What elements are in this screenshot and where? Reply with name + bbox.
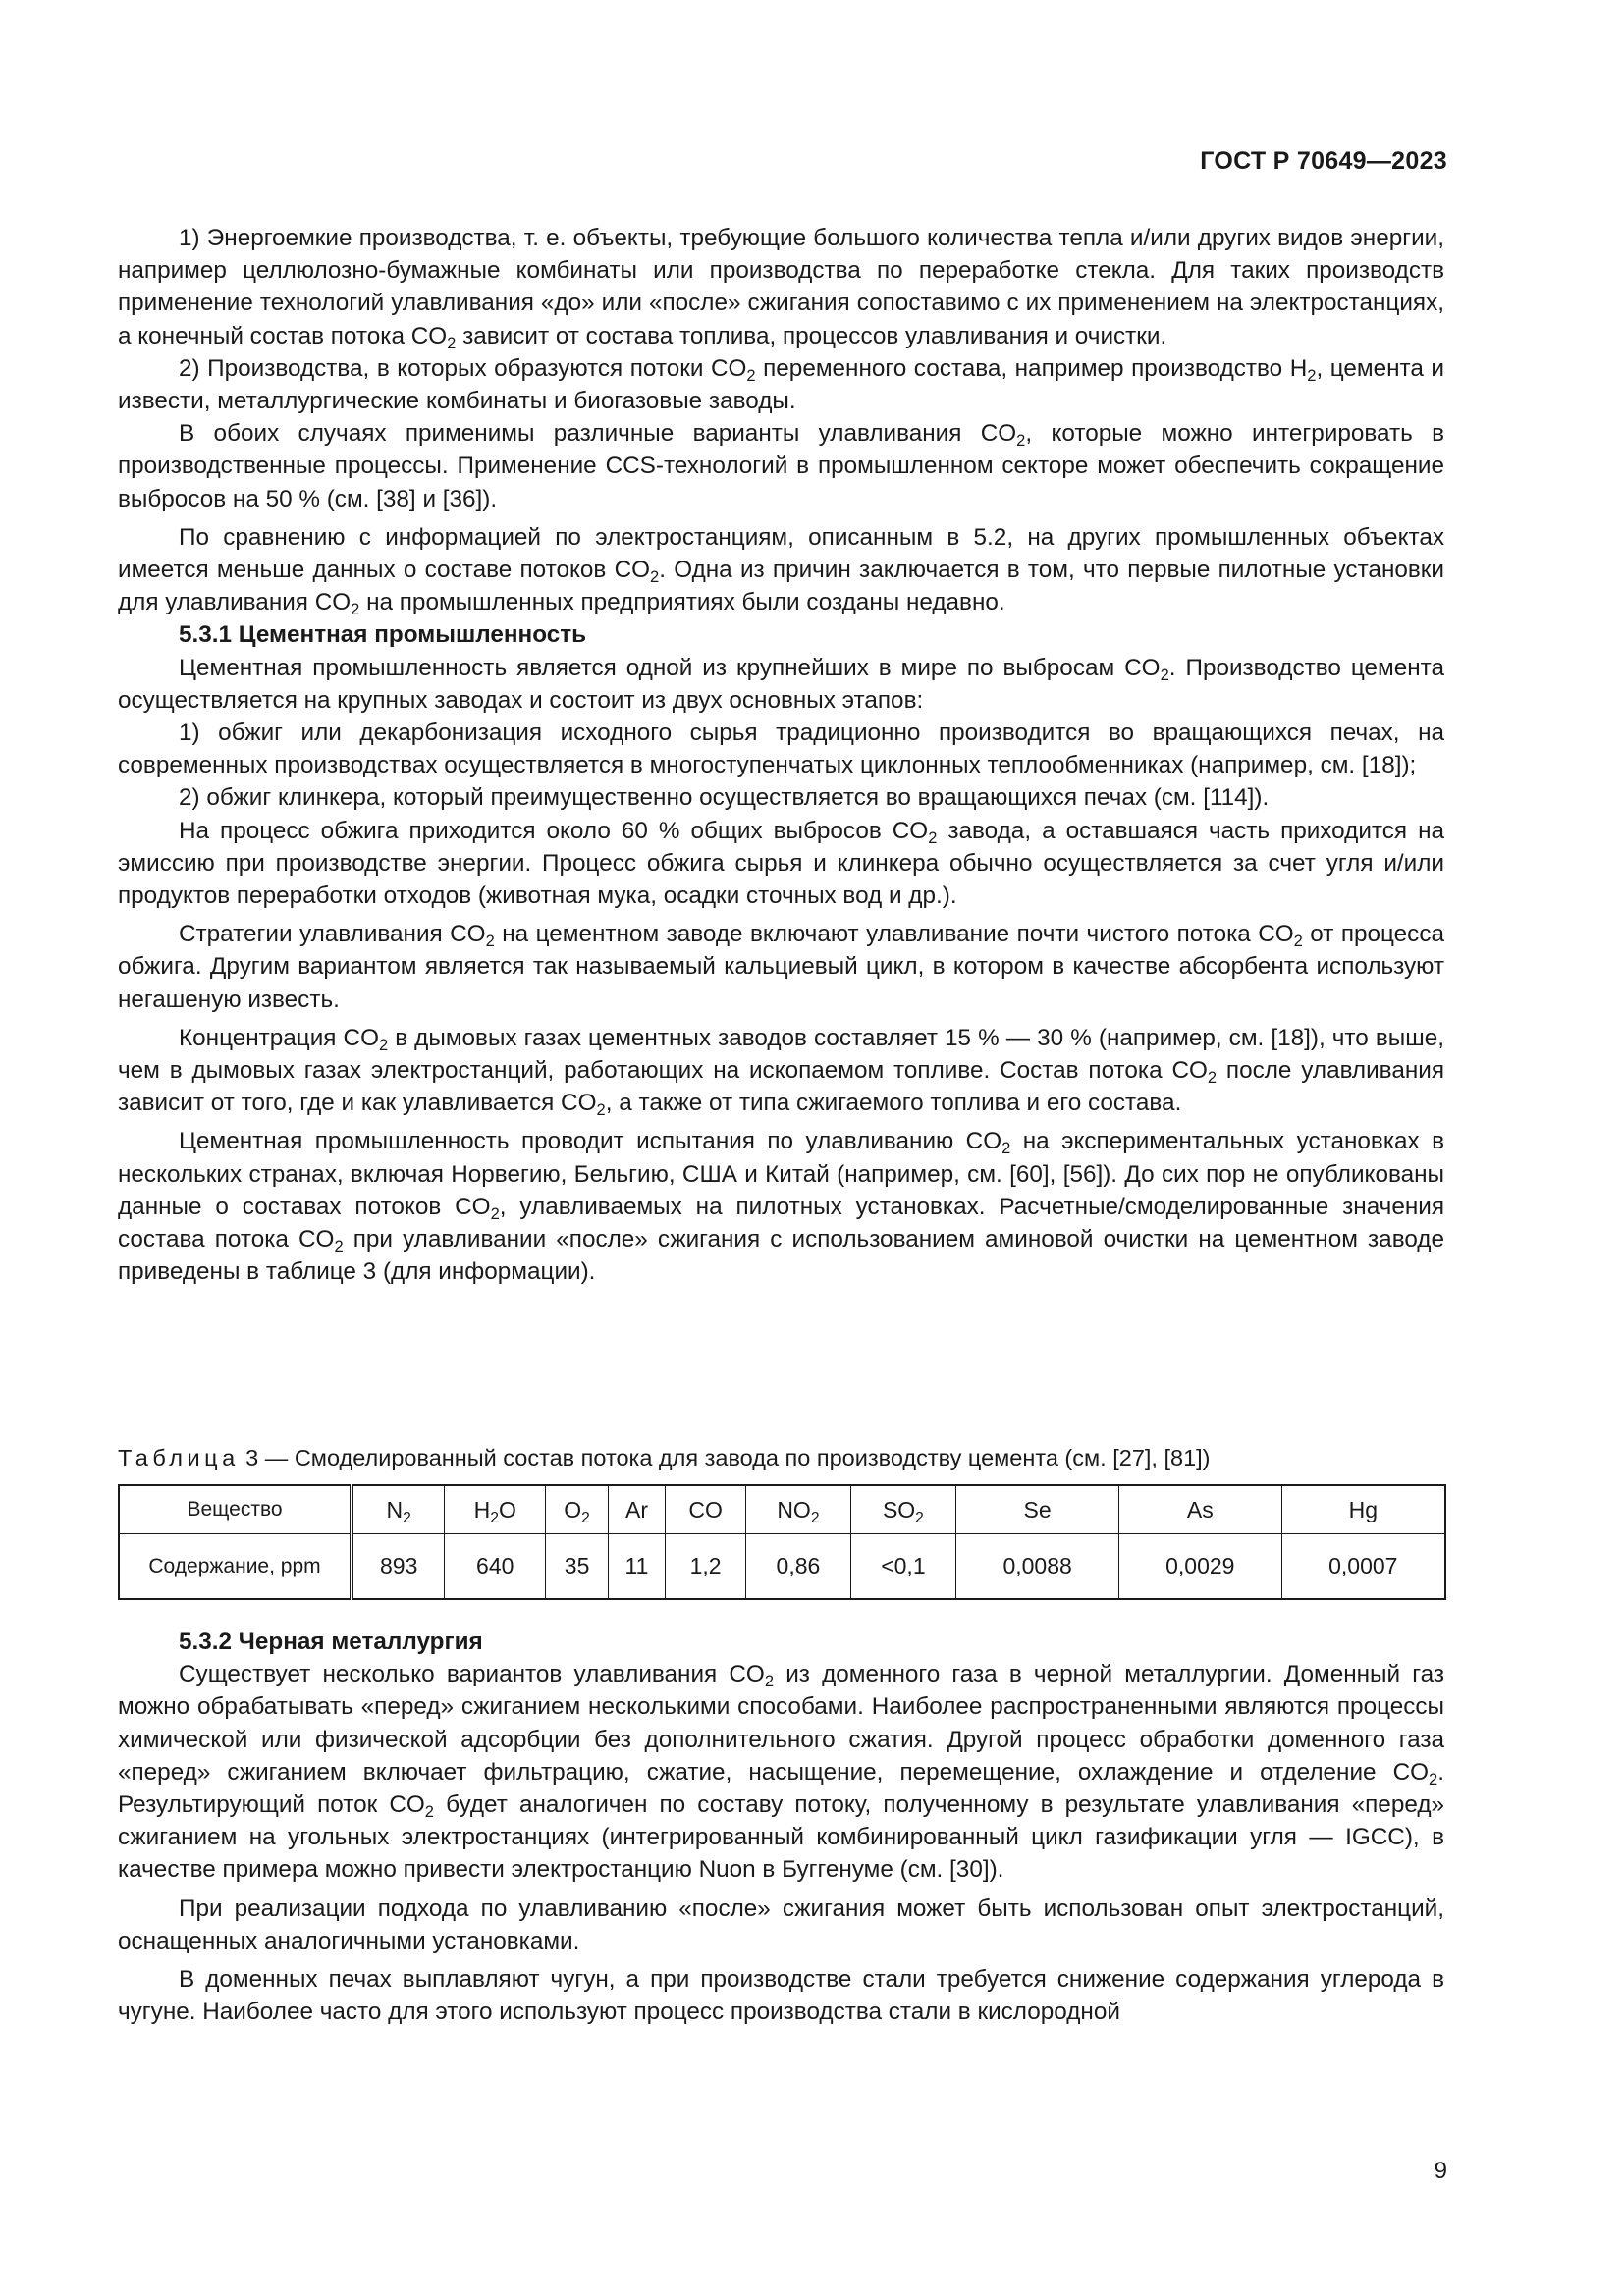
table-cell: 1,2 bbox=[665, 1534, 745, 1600]
table-cell: <0,1 bbox=[850, 1534, 956, 1600]
table-cell: 893 bbox=[352, 1534, 445, 1600]
table-cell: 11 bbox=[609, 1534, 666, 1600]
header-cell: $N_2$ bbox=[352, 1485, 445, 1534]
paragraph: Цементная промышленность является одной из крупнейших в мире по выбросам $CO_2$. Производство цемента осуществляется на крупных заводах и состоит из двух основных этапов: bbox=[118, 654, 1444, 714]
table-cell: 0,0088 bbox=[956, 1534, 1119, 1600]
list-item: 1) обжиг или декарбонизация исходного сырья традиционно производится во вращающихся печах, на современных производствах осуществляется в многоступенчатых циклонных теплообменниках (например, см. [18]); bbox=[118, 720, 1444, 779]
paragraph: Существует несколько вариантов улавливания $CO_2$ из доменного газа в черной металлургии. Доменный газ можно обрабатывать «перед» сжиганием несколькими способами. Наиболее распространенными являются процессы химической или физической адсорбции без дополнительного сжатия. Другой процесс обработки доменного газа «перед» сжиганием включает фильтрацию, сжатие, насыщение, перемещение, охлаждение и отделение $CO_2$. Результирующий поток $CO_2$ будет аналогичен по составу потоку, полученному в результате улавливания «перед» сжиганием на угольных электростанциях (интегрированный комбинированный цикл газификации угля — IGCC), в качестве примера можно привести электростанцию Nuon в Буггенуме (см. [30]). bbox=[118, 1661, 1445, 1884]
header-cell: Hg bbox=[1281, 1485, 1445, 1534]
paragraph: Концентрация $CO_2$ в дымовых газах цементных заводов составляет 15 % — 30 % (например, см. [18]), что выше, чем в дымовых газах электростанций, работающих на ископаемом топливе. Состав потока $CO_2$ после улавливания зависит от того, где и как улавливается $CO_2$, а также от типа сжигаемого топлива и его состава. bbox=[118, 1024, 1444, 1120]
section-heading-5-3-2: 5.3.2 Черная металлургия bbox=[179, 1629, 483, 1655]
table-caption-label: Таблица bbox=[118, 1445, 240, 1470]
table-header-row bbox=[119, 1485, 1445, 1534]
header-cell: $H_2O$ bbox=[445, 1485, 546, 1534]
paragraph: В обоих случаях применимы различные варианты улавливания $CO_2$, которые можно интегрировать в производственные процессы. Применение CCS-технологий в промышленном секторе может обеспечить сокращение выбросов на 50 % (см. [38] и [36]). bbox=[118, 420, 1444, 512]
table-caption-text: 3 — Смоделированный состав потока для завода по производству цемента (см. [27], [81]) bbox=[239, 1445, 1211, 1470]
paragraph: Цементная промышленность проводит испытания по улавливанию $CO_2$ на экспериментальных установках в нескольких странах, включая Норвегию, Бельгию, США и Китай (например, см. [60], [56]). До сих пор не опубликованы данные о составах потоков $CO_2$, улавливаемых на пилотных установках. Расчетные/смоделированные значения состава потока $CO_2$ при улавливании «после» сжигания с использованием аминовой очистки на цементном заводе приведены в таблице 3 (для информации). bbox=[118, 1128, 1444, 1286]
composition-table bbox=[118, 1484, 1446, 1600]
paragraph: На процесс обжига приходится около 60 % общих выбросов $CO_2$ завода, а оставшаяся часть приходится на эмиссию при производстве энергии. Процесс обжига сырья и клинкера обычно осуществляется за счет угля и/или продуктов переработки отходов (животная мука, осадки сточных вод и др.). bbox=[118, 817, 1444, 910]
header-cell: Ar bbox=[609, 1485, 666, 1534]
table-cell: 0,86 bbox=[746, 1534, 850, 1600]
paragraph: 1) Энергоемкие производства, т. е. объекты, требующие большого количества тепла и/или других видов энергии, например целлюлозно-бумажные комбинаты или производства по переработке стекла. Для таких производств применение технологий улавливания «до» или «после» сжигания сопоставимо с их применением на электростанциях, а конечный состав потока $CO_2$ зависит от состава топлива, процессов улавливания и очистки. bbox=[118, 225, 1444, 352]
paragraph: Стратегии улавливания $CO_2$ на цементном заводе включают улавливание почти чистого потока $CO_2$ от процесса обжига. Другим вариантом является так называемый кальциевый цикл, в котором в качестве абсорбента используют негашеную известь. bbox=[118, 921, 1444, 1013]
header-cell: $O_2$ bbox=[546, 1485, 609, 1534]
header-cell: $NO_2$ bbox=[746, 1485, 850, 1534]
paragraph: В доменных печах выплавляют чугун, а при производстве стали требуется снижение содержания углерода в чугуне. Наиболее часто для этого используют процесс производства стали в кислородной bbox=[118, 1966, 1444, 2026]
table-cell: 0,0029 bbox=[1118, 1534, 1281, 1600]
header-cell: CO bbox=[665, 1485, 745, 1534]
header-cell: As bbox=[1118, 1485, 1281, 1534]
section-heading-5-3-1: 5.3.1 Цементная промышленность bbox=[179, 621, 587, 649]
paragraph: 2) Производства, в которых образуются потоки $CO_2$ переменного состава, например производство $H_2$, цемента и извести, металлургические комбинаты и биогазовые заводы. bbox=[118, 354, 1444, 415]
table-row bbox=[119, 1534, 1445, 1600]
table-cell: 0,0007 bbox=[1281, 1534, 1445, 1600]
paragraph: При реализации подхода по улавливанию «после» сжигания может быть использован опыт электростанций, оснащенных аналогичными установками. bbox=[118, 1895, 1444, 1954]
page-number: 9 bbox=[1434, 2158, 1447, 2184]
list-item: 2) обжиг клинкера, который преимущественно осуществляется во вращающихся печах (см. [114]). bbox=[179, 784, 1270, 812]
table-cell: 640 bbox=[445, 1534, 546, 1600]
paragraph: По сравнению с информацией по электростанциям, описанным в 5.2, на других промышленных объектах имеется меньше данных о составе потоков $CO_2$. Одна из причин заключается в том, что первые пилотные установки для улавливания $CO_2$ на промышленных предприятиях были созданы недавно. bbox=[118, 523, 1444, 619]
header-cell: Se bbox=[956, 1485, 1119, 1534]
body-text-lower bbox=[118, 1626, 1444, 2028]
table-caption bbox=[118, 1443, 1444, 1472]
document-id: ГОСТ Р 70649—2023 bbox=[1200, 147, 1447, 175]
row-label: Содержание, ppm bbox=[119, 1534, 352, 1600]
header-cell: $SO_2$ bbox=[850, 1485, 956, 1534]
body-text-upper bbox=[118, 222, 1444, 1289]
table-cell: 35 bbox=[546, 1534, 609, 1600]
header-cell-substance: Вещество bbox=[119, 1485, 352, 1534]
